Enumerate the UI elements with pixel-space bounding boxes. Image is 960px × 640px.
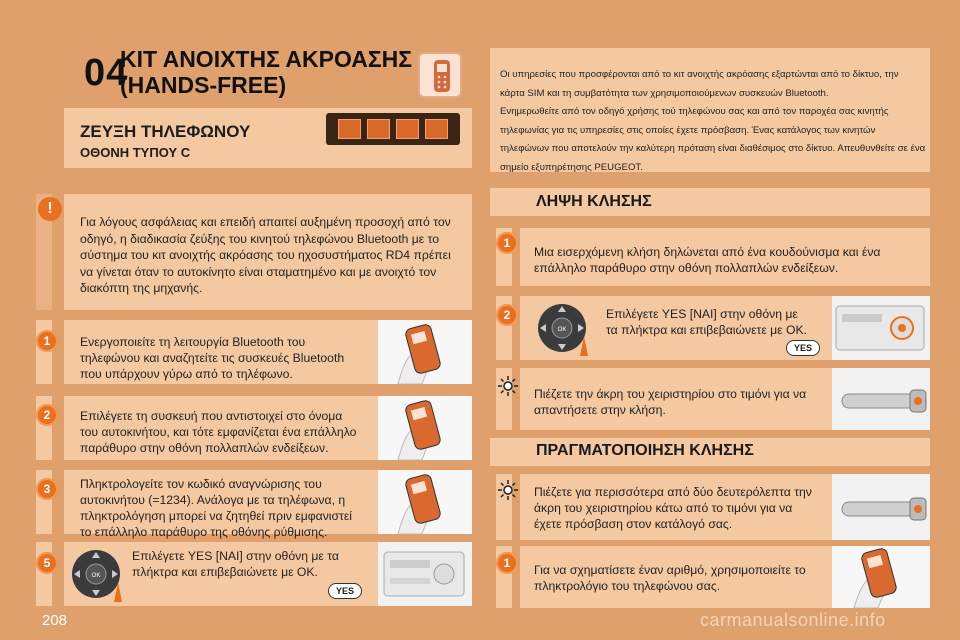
step-line: πληκτρολόγιο του τηλεφώνου σας.: [534, 579, 721, 593]
yes-badge: YES: [786, 340, 820, 356]
step-line: Μια εισερχόμενη κλήση δηλώνεται από ένα κουδούνισμα και ένα: [534, 245, 881, 259]
tip-line: έχετε πρόσβαση στον κατάλογό σας.: [534, 517, 733, 531]
section-title: ΛΗΨΗ ΚΛΗΣΗΣ: [536, 193, 652, 210]
step-line: Ενεργοποιείτε τη λειτουργία Bluetooth του: [80, 335, 306, 349]
section-title: ΠΡΑΓΜΑΤΟΠΟΙΗΣΗ ΚΛΗΣΗΣ: [536, 442, 754, 459]
tip-text: [534, 386, 834, 418]
section-subtitle: ΖΕΥΞΗ ΤΗΛΕΦΩΝΟΥ: [80, 122, 251, 141]
sun-icon: [498, 376, 518, 396]
step-number: 2: [36, 404, 58, 426]
hand-phone-image: [378, 470, 472, 534]
sun-icon: [498, 480, 518, 500]
intro-line: κάρτα SIM και τη συμβατότητα των χρησιμοποιούμενων συσκευών Bluetooth.: [500, 87, 829, 99]
section-subtitle-2: ΟΘΟΝΗ ΤΥΠΟΥ C: [80, 145, 191, 160]
radio-panel-image: [832, 296, 930, 360]
step-text: [534, 562, 834, 594]
step-line: αυτοκινήτου (=1234). Ανάλογα με τα τηλέφωνα, η: [80, 493, 346, 507]
warning-icon: !: [38, 197, 62, 221]
warning-line: σύστημα του κιτ ανοιχτής ακρόασης του ηχοσυστήματος RD4 πρέπει: [80, 248, 451, 263]
warning-line: να γίνεται όταν το αυτοκίνητο είναι σταματημένο και με ανοιχτό τον: [80, 264, 437, 279]
tip-line: Πιέζετε την άκρη του χειριστηρίου στο τιμόνι για να: [534, 387, 807, 401]
step-line: Επιλέγετε YES [ΝΑΙ] στην οθόνη με τα: [132, 549, 339, 563]
step-text: [132, 548, 372, 580]
tip-text: [534, 484, 834, 532]
step-line: του αυτοκινήτου, και τότε εμφανίζεται ένα επάλληλο: [80, 425, 357, 439]
title-line-2: (HANDS-FREE): [120, 72, 287, 98]
step-line: τηλεφώνου και αναζητείτε τις συσκευές Bluetooth: [80, 351, 345, 365]
tip-line: Πιέζετε για περισσότερα από δύο δευτερόλεπτα την: [534, 485, 812, 499]
step-line: πλήκτρα και επιβεβαιώνετε με OK.: [132, 565, 318, 579]
warning-line: Για λόγους ασφάλειας και επειδή απαιτεί αυξημένη προσοχή από τον: [80, 215, 451, 229]
watermark: carmanualsonline.info: [700, 610, 886, 630]
phone-icon: [418, 52, 462, 98]
intro-line: Οι υπηρεσίες που προσφέρονται από το κιτ ανοιχτής ακρόασης εξαρτώνται από το δίκτυο, την: [500, 69, 899, 80]
step-number: 1: [496, 232, 518, 254]
step-text: [606, 306, 826, 338]
step-number: 2: [496, 304, 518, 326]
step-line: παράθυρο στην οθόνη πολλαπλών ενδείξεων.: [80, 441, 329, 455]
page-title: [120, 46, 412, 98]
hand-phone-image: [378, 396, 472, 460]
step-text: [80, 408, 380, 456]
step-line: Επιλέγετε YES [ΝΑΙ] στην οθόνη με: [606, 307, 798, 321]
step-number: 3: [36, 478, 58, 500]
step-text: [80, 334, 380, 382]
intro-line: τηλεφωνίας για τις υπηρεσίες στις οποίες έχετε πρόσβαση. Ένας κατάλογος των κινητών: [500, 124, 876, 136]
ok-keypad-icon: [70, 544, 126, 604]
chapter-number: 04: [84, 52, 129, 94]
step-text: [80, 476, 380, 540]
step-line: το επάλληλο παράθυρο της οθόνης ρύθμισης.: [80, 525, 328, 539]
ok-keypad-icon: [536, 298, 592, 358]
step-line: Επιλέγετε τη συσκευή που αντιστοιχεί στο όνομα: [80, 409, 343, 423]
warning-line: διακόπτη της μηχανής.: [80, 281, 203, 296]
step-number: 1: [36, 330, 58, 352]
step-line: επάλληλο παράθυρο στην οθόνη πολλαπλών ενδείξεων.: [534, 261, 839, 275]
intro-text: [500, 66, 926, 177]
steering-stalk-image: [832, 474, 930, 540]
steering-stalk-image: [832, 368, 930, 430]
intro-line: σημείο εξυπηρέτησης PEUGEOT.: [500, 161, 643, 173]
hand-phone-image: [378, 320, 472, 384]
step-number: 1: [496, 552, 518, 574]
step-line: τα πλήκτρα και επιβεβαιώνετε με OK.: [606, 323, 807, 337]
title-line-1: ΚΙΤ ΑΝΟΙΧΤΗΣ ΑΚΡΟΑΣΗΣ: [120, 46, 413, 72]
hand-phone-image: [832, 546, 930, 608]
ok-label: OK: [91, 573, 101, 579]
tip-line: άκρη του χειριστηρίου κάτω από το τιμόνι για να: [534, 501, 793, 515]
yes-badge: YES: [328, 583, 362, 599]
radio-panel-image: [378, 542, 472, 606]
intro-line: τηλεφώνων που αποτελούν την καλύτερη πρόταση είναι διαθέσιμος στο δίκτυο. Απευθυνθείτε σε ένα: [500, 143, 926, 154]
step-line: πληκτρολόγηση μπορεί να ζητηθεί πριν εμφανιστεί: [80, 509, 352, 523]
tip-line: απαντήσετε στην κλήση.: [534, 403, 666, 417]
step-line: Πληκτρολογείτε τον κωδικό αναγνώρισης του: [80, 477, 322, 491]
step-line: που υπάρχουν γύρω από το τηλέφωνο.: [80, 367, 293, 381]
warning-line: οδηγό, η διαδικασία ζεύξης του κινητού τηλεφώνου Bluetooth με το: [80, 231, 440, 246]
intro-line: Ενημερωθείτε από τον οδηγό χρήσης τού τηλεφώνου σας και από τον παροχέα σας κινητής: [500, 106, 889, 117]
ok-label: OK: [557, 327, 567, 333]
screen-c-icon: [326, 113, 460, 145]
step-text: [534, 244, 924, 276]
warning-text: [80, 214, 470, 297]
step-line: Για να σχηματίσετε έναν αριθμό, χρησιμοποιείτε το: [534, 563, 806, 577]
page-number: 208: [42, 612, 68, 629]
step-number: 5: [36, 552, 58, 574]
